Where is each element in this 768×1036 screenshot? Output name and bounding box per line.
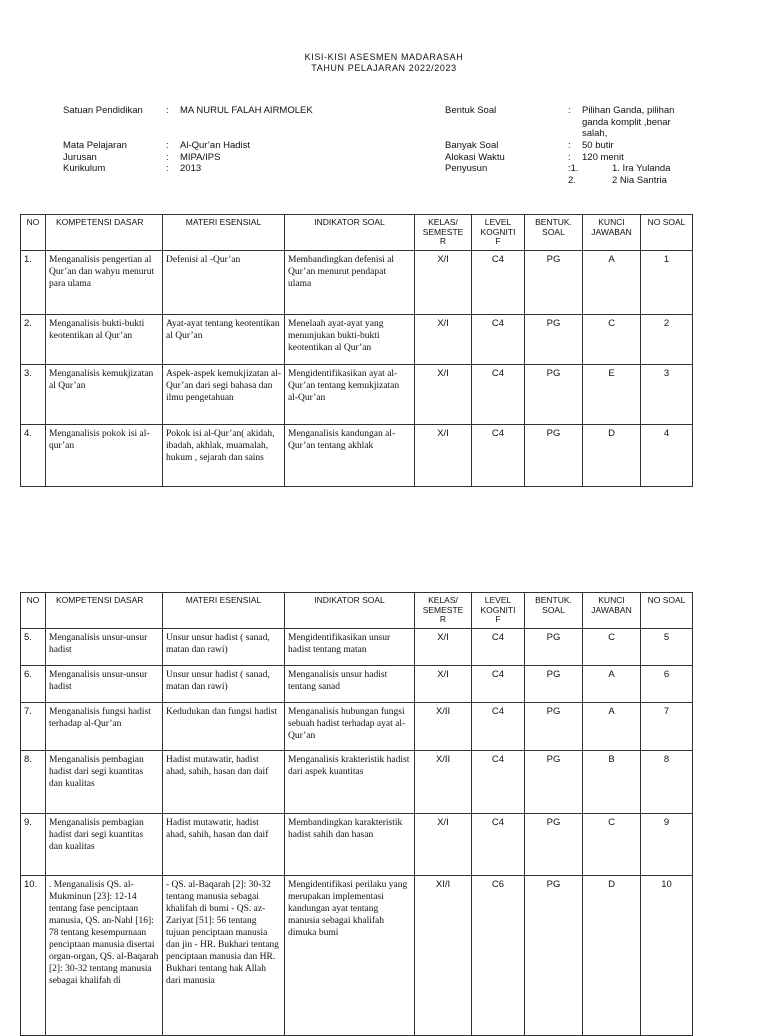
- cell-indikator: Menelaah ayat-ayat yang menunjukan bukti-bukti keotentikan al Qur’an: [285, 314, 415, 364]
- cell-kelas: XI/I: [415, 875, 472, 1035]
- header-bentuk: BENTUK. SOAL: [525, 593, 583, 629]
- info-colon: :: [568, 105, 571, 116]
- cell-bentuk: PG: [525, 250, 583, 314]
- cell-kunci: A: [583, 250, 641, 314]
- info-label: Kurikulum: [63, 163, 106, 174]
- cell-nosoal: 3: [641, 364, 693, 424]
- cell-kompetensi: Menganalisis pembagian hadist dari segi kuantitas dan kualitas: [46, 750, 163, 813]
- cell-level: C4: [472, 628, 525, 665]
- cell-kunci: C: [583, 813, 641, 875]
- cell-kompetensi: Menganalisis kemukjizatan al Qur’an: [46, 364, 163, 424]
- cell-level: C4: [472, 750, 525, 813]
- cell-bentuk: PG: [525, 875, 583, 1035]
- cell-bentuk: PG: [525, 314, 583, 364]
- cell-materi: Pokok isi al-Qur’an( akidah, ibadah, akhlak, muamalah, hukum , sejarah dan sains: [163, 424, 285, 486]
- info-value: MIPA/IPS: [180, 151, 221, 163]
- table-row: [21, 424, 693, 486]
- cell-bentuk: PG: [525, 813, 583, 875]
- cell-kompetensi: Menganalisis pengertian al Qur’an dan wahyu menurut para ulama: [46, 250, 163, 314]
- cell-materi: Ayat-ayat tentang keotentikan al Qur’an: [163, 314, 285, 364]
- info-value: 2 Nia Santria: [612, 174, 667, 186]
- cell-kelas: X/II: [415, 702, 472, 750]
- cell-bentuk: PG: [525, 750, 583, 813]
- header-kunci: KUNCI JAWABAN: [583, 593, 641, 629]
- header-kunci: KUNCI JAWABAN: [583, 215, 641, 251]
- header-no: NO: [21, 215, 46, 251]
- cell-kunci: E: [583, 364, 641, 424]
- document-subtitle: TAHUN PELAJARAN 2022/2023: [311, 63, 457, 73]
- cell-bentuk: PG: [525, 665, 583, 702]
- info-colon: :1.: [568, 163, 579, 174]
- kisi-table-2: [20, 592, 693, 1036]
- info-label: Banyak Soal: [445, 140, 499, 151]
- info-colon: :: [568, 151, 571, 163]
- table-row: [21, 875, 693, 1035]
- cell-indikator: Membandingkan karakteristik hadist sahih dan hasan: [285, 813, 415, 875]
- cell-nosoal: 9: [641, 813, 693, 875]
- table-row: [21, 250, 693, 314]
- info-right: [445, 105, 712, 140]
- cell-level: C4: [472, 250, 525, 314]
- cell-no: 8.: [21, 750, 46, 813]
- kisi-table-1: [20, 214, 693, 487]
- header-bentuk: BENTUK. SOAL: [525, 215, 583, 251]
- info-left: [63, 140, 250, 175]
- cell-kelas: X/I: [415, 813, 472, 875]
- cell-nosoal: 6: [641, 665, 693, 702]
- table-row: [21, 364, 693, 424]
- cell-level: C6: [472, 875, 525, 1035]
- cell-kelas: X/I: [415, 364, 472, 424]
- info-colon: :: [166, 105, 169, 116]
- info-value: 2013: [180, 163, 202, 174]
- cell-kompetensi: Menganalisis fungsi hadist terhadap al-Qur’an: [46, 702, 163, 750]
- cell-indikator: Membandingkan defenisi al Qur’an menurut pendapat ulama: [285, 250, 415, 314]
- cell-indikator: Mengidentifikasikan ayat al-Qur’an tentang kemukjizatan al-Qur’an: [285, 364, 415, 424]
- table-header-row: [21, 215, 693, 251]
- cell-materi: Unsur unsur hadist ( sanad, matan dan rawi): [163, 628, 285, 665]
- info-number: 2.: [568, 174, 576, 186]
- header-kelas: KELAS/ SEMESTE R: [415, 215, 472, 251]
- cell-kompetensi: Menganalisis bukti-bukti keotentikan al Qur’an: [46, 314, 163, 364]
- cell-no: 3.: [21, 364, 46, 424]
- cell-indikator: Mengidentifikasi perilaku yang merupakan implementasi kandungan ayat tentang manusia sebagai khalifah dimuka bumi: [285, 875, 415, 1035]
- cell-level: C4: [472, 813, 525, 875]
- bentuk-line: salah,: [582, 128, 608, 139]
- cell-level: C4: [472, 424, 525, 486]
- info-label: Bentuk Soal: [445, 105, 497, 116]
- bentuk-line: ganda komplit ,benar: [582, 116, 671, 128]
- cell-no: 1.: [21, 250, 46, 314]
- header-level: LEVEL KOGNITI F: [472, 215, 525, 251]
- cell-kunci: C: [583, 628, 641, 665]
- cell-kunci: A: [583, 665, 641, 702]
- cell-nosoal: 1: [641, 250, 693, 314]
- cell-kompetensi: Menganalisis unsur-unsur hadist: [46, 665, 163, 702]
- document-title: KISI-KISI ASESMEN MADARASAH: [304, 52, 464, 62]
- cell-indikator: Menganalisis unsur hadist tentang sanad: [285, 665, 415, 702]
- bentuk-line: Pilihan Ganda, pilihan: [582, 105, 675, 116]
- cell-nosoal: 7: [641, 702, 693, 750]
- info-value: Al-Qur’an Hadist: [180, 140, 251, 151]
- cell-indikator: Menganalisis krakteristik hadist dari aspek kuantitas: [285, 750, 415, 813]
- cell-level: C4: [472, 665, 525, 702]
- cell-materi: Aspek-aspek kemukjizatan al-Qur’an dari segi bahasa dan ilmu pengetahuan: [163, 364, 285, 424]
- table-row: [21, 628, 693, 665]
- cell-materi: Defenisi al -Qur’an: [163, 250, 285, 314]
- cell-indikator: Menganalisis hubungan fungsi sebuah hadist terhadap ayat al-Qur’an: [285, 702, 415, 750]
- cell-kelas: X/I: [415, 665, 472, 702]
- cell-kunci: D: [583, 875, 641, 1035]
- table-row: [21, 750, 693, 813]
- cell-kunci: D: [583, 424, 641, 486]
- cell-kelas: X/I: [415, 250, 472, 314]
- cell-nosoal: 2: [641, 314, 693, 364]
- cell-kompetensi: Menganalisis pokok isi al-qur’an: [46, 424, 163, 486]
- info-label: Jurusan: [63, 151, 97, 163]
- cell-materi: Hadist mutawatir, hadist ahad, sahih, hasan dan daif: [163, 750, 285, 813]
- cell-indikator: Menganalisis kandungan al-Qur’an tentang akhlak: [285, 424, 415, 486]
- cell-kunci: A: [583, 702, 641, 750]
- header-materi: MATERI ESENSIAL: [163, 593, 285, 629]
- info-label: Penyusun: [445, 163, 488, 174]
- cell-kompetensi: . Menganalisis QS. al-Mukminun [23]: 12-14 tentang fase penciptaan manusia, QS. an-Nahl [16]: 78 tentang kesempurnaan penciptaan manusia disertai organ-organ, QS. al-Baqarah [2]: 30-32 tentang manusia sebagai khalifah di: [46, 875, 163, 1035]
- cell-no: 4.: [21, 424, 46, 486]
- header-kelas: KELAS/ SEMESTE R: [415, 593, 472, 629]
- header-kompetensi: KOMPETENSI DASAR: [46, 215, 163, 251]
- table-row: [21, 314, 693, 364]
- cell-kelas: X/I: [415, 424, 472, 486]
- header-level: LEVEL KOGNITI F: [472, 593, 525, 629]
- header-materi: MATERI ESENSIAL: [163, 215, 285, 251]
- cell-nosoal: 5: [641, 628, 693, 665]
- header-kompetensi: KOMPETENSI DASAR: [46, 593, 163, 629]
- cell-no: 7.: [21, 702, 46, 750]
- info-value: 120 menit: [582, 151, 624, 163]
- info-value: MA NURUL FALAH AIRMOLEK: [180, 105, 313, 116]
- info-value: 1. Ira Yulanda: [612, 163, 671, 174]
- header-indikator: INDIKATOR SOAL: [285, 593, 415, 629]
- cell-bentuk: PG: [525, 364, 583, 424]
- info-left-top: [63, 105, 313, 117]
- cell-bentuk: PG: [525, 628, 583, 665]
- cell-no: 2.: [21, 314, 46, 364]
- table-header-row: [21, 593, 693, 629]
- header-indikator: INDIKATOR SOAL: [285, 215, 415, 251]
- cell-materi: - QS. al-Baqarah [2]: 30-32 tentang manusia sebagai khalifah di bumi - QS. az-Zariyat [51]: 56 tentang tujuan penciptaan manusia dan jin - HR. Bukhari tentang penciptaan manusia dan HR. Bukhari tentang hak Allah dari manusia: [163, 875, 285, 1035]
- cell-nosoal: 10: [641, 875, 693, 1035]
- cell-kelas: X/I: [415, 628, 472, 665]
- header-no: NO: [21, 593, 46, 629]
- cell-level: C4: [472, 702, 525, 750]
- info-colon: :: [568, 140, 571, 151]
- cell-kompetensi: Menganalisis pembagian hadist dari segi kuantitas dan kualitas: [46, 813, 163, 875]
- cell-no: 6.: [21, 665, 46, 702]
- cell-kunci: C: [583, 314, 641, 364]
- table-row: [21, 702, 693, 750]
- info-right-lower: [445, 140, 670, 186]
- info-label: Alokasi Waktu: [445, 151, 505, 163]
- cell-level: C4: [472, 364, 525, 424]
- cell-nosoal: 4: [641, 424, 693, 486]
- cell-no: 5.: [21, 628, 46, 665]
- info-colon: :: [166, 151, 169, 163]
- info-label: Mata Pelajaran: [63, 140, 127, 151]
- cell-materi: Unsur unsur hadist ( sanad, matan dan rawi): [163, 665, 285, 702]
- info-label: Satuan Pendidikan: [63, 105, 143, 116]
- cell-materi: Kedudukan dan fungsi hadist: [163, 702, 285, 750]
- cell-kelas: X/II: [415, 750, 472, 813]
- header-nosoal: NO SOAL: [641, 593, 693, 629]
- info-value: 50 butir: [582, 140, 614, 151]
- cell-kunci: B: [583, 750, 641, 813]
- cell-kompetensi: Menganalisis unsur-unsur hadist: [46, 628, 163, 665]
- table-row: [21, 665, 693, 702]
- info-value: [582, 105, 712, 140]
- cell-no: 9.: [21, 813, 46, 875]
- header-nosoal: NO SOAL: [641, 215, 693, 251]
- info-colon: :: [166, 163, 169, 174]
- cell-indikator: Mengidentifikasikan unsur hadist tentang matan: [285, 628, 415, 665]
- info-colon: :: [166, 140, 169, 151]
- cell-bentuk: PG: [525, 424, 583, 486]
- cell-level: C4: [472, 314, 525, 364]
- cell-bentuk: PG: [525, 702, 583, 750]
- table-row: [21, 813, 693, 875]
- cell-no: 10.: [21, 875, 46, 1035]
- cell-materi: Hadist mutawatir, hadist ahad, sahih, hasan dan daif: [163, 813, 285, 875]
- cell-kelas: X/I: [415, 314, 472, 364]
- info-label: [445, 175, 568, 187]
- cell-nosoal: 8: [641, 750, 693, 813]
